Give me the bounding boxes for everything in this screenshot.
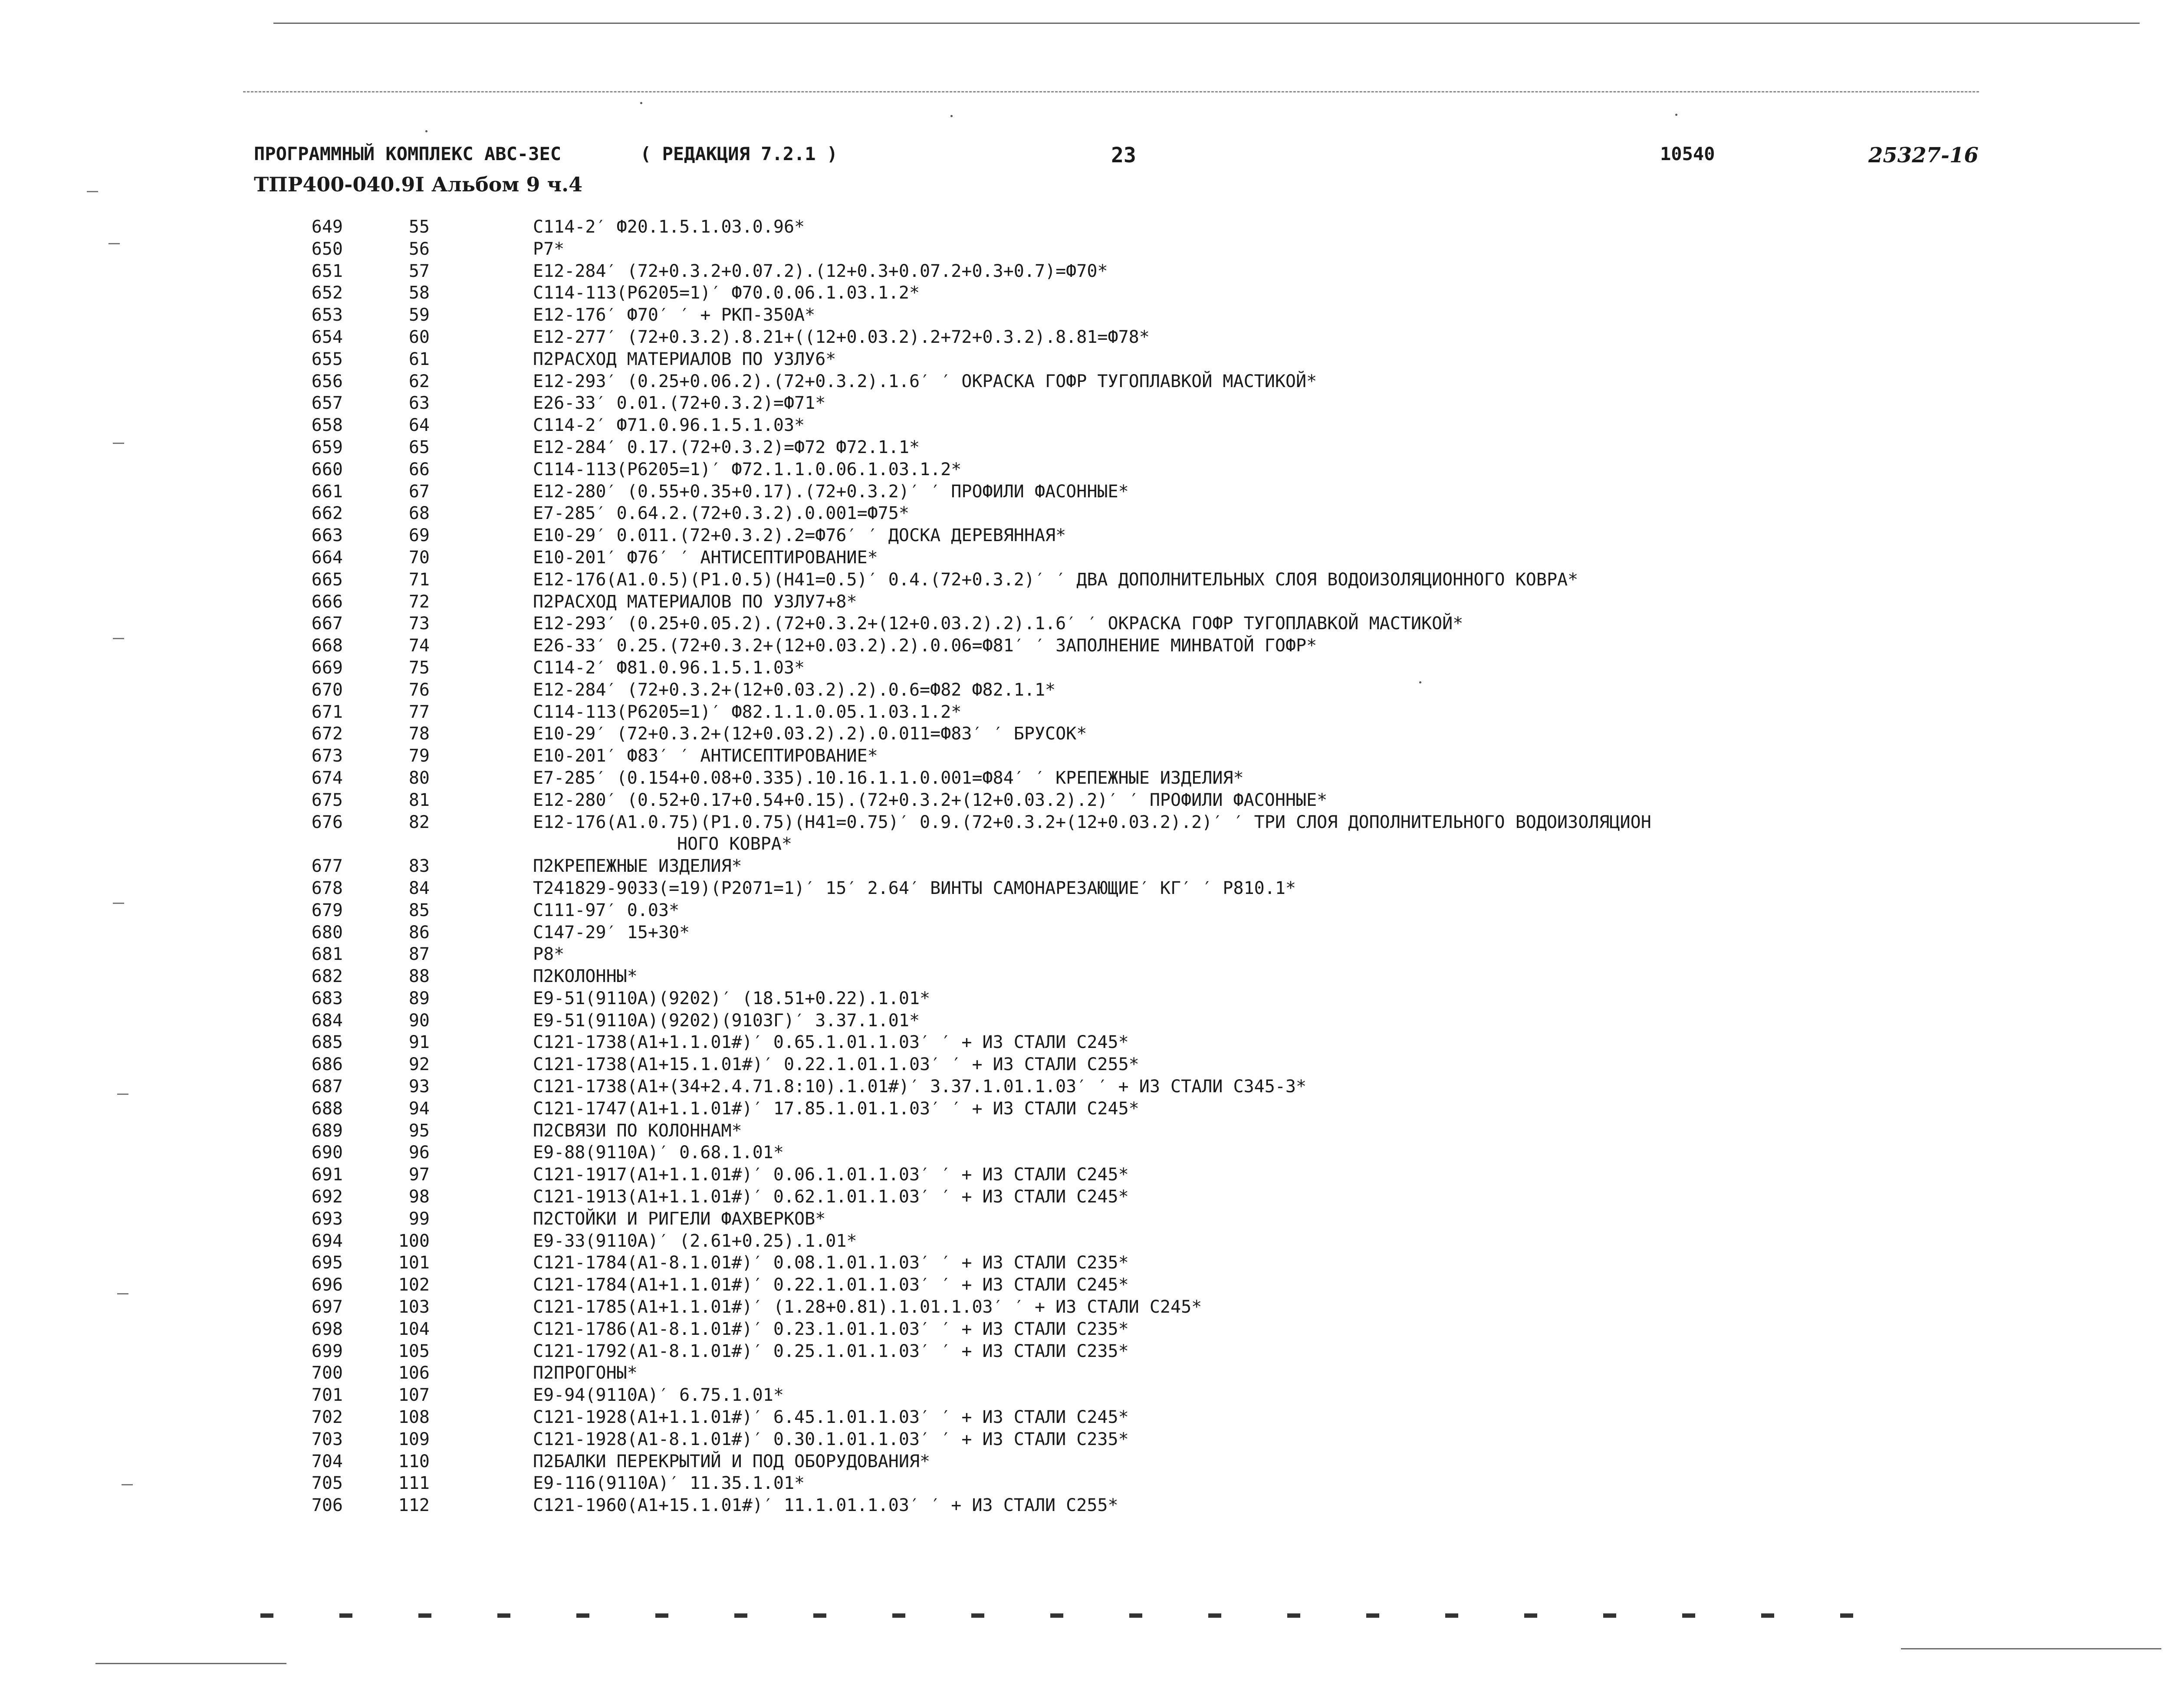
line-number: 660	[311, 459, 343, 480]
line-number: 676	[311, 812, 343, 832]
listing-row	[0, 1031, 2170, 1054]
sequence-number: 86	[408, 922, 430, 943]
command-text: С121-1747(А1+1.1.01#)′ 17.85.1.01.1.03′ ′ + ИЗ СТАЛИ С245*	[533, 1098, 1139, 1119]
command-text: П2СВЯЗИ ПО КОЛОННАМ*	[533, 1120, 742, 1141]
command-text: П2РАСХОД МАТЕРИАЛОВ ПО УЗЛУ7+8*	[533, 591, 857, 612]
command-text: Е10-201′ Ф76′ ′ АНТИСЕПТИРОВАНИЕ*	[533, 547, 878, 568]
listing-row	[0, 1010, 2170, 1032]
sequence-number: 69	[408, 526, 430, 546]
line-number: 692	[311, 1187, 343, 1207]
listing-row	[0, 1406, 2170, 1429]
line-number: 670	[311, 680, 343, 700]
line-number: 679	[311, 900, 343, 920]
line-number: 691	[311, 1165, 343, 1185]
listing-row	[0, 922, 2170, 944]
sequence-number: 91	[408, 1032, 430, 1053]
command-text: С121-1792(А1-8.1.01#)′ 0.25.1.01.1.03′ ′ + ИЗ СТАЛИ С235*	[533, 1341, 1129, 1361]
sequence-number: 101	[398, 1253, 430, 1273]
sequence-number: 100	[398, 1231, 430, 1251]
listing-row	[0, 811, 2170, 834]
line-number: 701	[311, 1385, 343, 1406]
command-text: П2СТОЙКИ И РИГЕЛИ ФАХВЕРКОВ*	[533, 1209, 826, 1229]
sequence-number: 90	[408, 1010, 430, 1031]
command-text: Е26-33′ 0.25.(72+0.3.2+(12+0.03.2).2).0.06=Ф81′ ′ ЗАПОЛНЕНИЕ МИНВАТОЙ ГОФР*	[533, 636, 1317, 656]
sequence-number: 65	[408, 437, 430, 457]
sequence-number: 73	[408, 614, 430, 634]
line-number: 661	[311, 481, 343, 502]
listing-row	[0, 1054, 2170, 1076]
listing-row	[0, 1252, 2170, 1274]
command-text: Т241829-9033(=19)(Р2071=1)′ 15′ 2.64′ ВИНТЫ САМОНАРЕЗАЮЩИЕ′ КГ′ ′ Р810.1*	[533, 878, 1296, 898]
line-number: 696	[311, 1275, 343, 1295]
sequence-number: 58	[408, 283, 430, 303]
listing-row	[0, 525, 2170, 547]
command-text: Е10-29′ 0.011.(72+0.3.2).2=Ф76′ ′ ДОСКА ДЕРЕВЯННАЯ*	[533, 526, 1066, 546]
document-code: 10540	[1660, 143, 1715, 164]
line-number: 651	[311, 261, 343, 281]
listing-row	[0, 1208, 2170, 1230]
listing-row	[0, 1451, 2170, 1473]
sequence-number: 92	[408, 1054, 430, 1075]
command-text: С121-1928(А1+1.1.01#)′ 6.45.1.01.1.03′ ′ + ИЗ СТАЛИ С245*	[533, 1407, 1129, 1428]
sequence-number: 75	[408, 657, 430, 678]
sequence-number: 76	[408, 680, 430, 700]
page-number: 23	[1111, 143, 1136, 168]
line-number: 703	[311, 1429, 343, 1449]
line-number: 665	[311, 569, 343, 590]
line-number: 666	[311, 591, 343, 612]
top-rule-upper	[273, 23, 2140, 24]
sequence-number: 68	[408, 503, 430, 524]
command-text: П2КРЕПЕЖНЫЕ ИЗДЕЛИЯ*	[533, 856, 742, 877]
line-number: 690	[311, 1143, 343, 1163]
command-text: П2ПРОГОНЫ*	[533, 1363, 638, 1383]
line-number: 674	[311, 768, 343, 788]
listing-row	[0, 260, 2170, 282]
line-number: 697	[311, 1297, 343, 1317]
sequence-number: 72	[408, 591, 430, 612]
command-text: С111-97′ 0.03*	[533, 900, 680, 920]
command-text: С114-113(Р6205=1)′ Ф82.1.1.0.05.1.03.1.2*	[533, 702, 962, 722]
line-number: 689	[311, 1120, 343, 1141]
sequence-number: 63	[408, 393, 430, 414]
command-text: Е12-277′ (72+0.3.2).8.21+((12+0.03.2).2+72+0.3.2).8.81=Ф78*	[533, 327, 1150, 347]
sequence-number: 85	[408, 900, 430, 920]
line-number: 653	[311, 305, 343, 325]
line-number: 681	[311, 944, 343, 965]
sequence-number: 110	[398, 1451, 430, 1472]
line-number: 673	[311, 746, 343, 766]
listing-row	[0, 1494, 2170, 1517]
listing-row	[0, 414, 2170, 437]
command-text: С121-1917(А1+1.1.01#)′ 0.06.1.01.1.03′ ′ + ИЗ СТАЛИ С245*	[533, 1165, 1129, 1185]
scan-speck	[1675, 114, 1677, 116]
scan-speck	[640, 102, 642, 104]
line-number: 664	[311, 547, 343, 568]
line-number: 704	[311, 1451, 343, 1472]
line-number: 658	[311, 415, 343, 436]
listing-row	[0, 437, 2170, 459]
listing-row	[0, 326, 2170, 348]
listing-row	[0, 613, 2170, 635]
command-text: Е12-284′ (72+0.3.2+0.07.2).(12+0.3+0.07.2+0.3+0.7)=Ф70*	[533, 261, 1108, 281]
command-text: Е12-293′ (0.25+0.05.2).(72+0.3.2+(12+0.03.2).2).1.6′ ′ ОКРАСКА ГОФР ТУГОПЛАВКОЙ МАСТИКОЙ*	[533, 614, 1463, 634]
line-number: 687	[311, 1077, 343, 1097]
command-text: С121-1784(А1+1.1.01#)′ 0.22.1.01.1.03′ ′ + ИЗ СТАЛИ С245*	[533, 1275, 1129, 1295]
document-number: 25327-16	[1868, 143, 1979, 168]
sequence-number: 83	[408, 856, 430, 877]
listing-row	[0, 1164, 2170, 1186]
command-text: Е12-284′ (72+0.3.2+(12+0.03.2).2).0.6=Ф82 Ф82.1.1*	[533, 680, 1056, 700]
listing-row	[0, 459, 2170, 481]
sequence-number: 64	[408, 415, 430, 436]
command-text: С114-2′ Ф71.0.96.1.5.1.03*	[533, 415, 805, 436]
line-number: 706	[311, 1495, 343, 1516]
line-number: 663	[311, 526, 343, 546]
line-number: 667	[311, 614, 343, 634]
sequence-number: 60	[408, 327, 430, 347]
line-number: 659	[311, 437, 343, 457]
sequence-number: 111	[398, 1473, 430, 1494]
command-text: П2РАСХОД МАТЕРИАЛОВ ПО УЗЛУ6*	[533, 349, 836, 369]
sequence-number: 94	[408, 1098, 430, 1119]
listing-row	[0, 547, 2170, 569]
line-number: 693	[311, 1209, 343, 1229]
command-text: Е12-176(А1.0.75)(Р1.0.75)(Н41=0.75)′ 0.9.(72+0.3.2+(12+0.03.2).2)′ ′ ТРИ СЛОЯ ДОПОЛНИТЕЛЬНОГО ВОДОИЗОЛЯЦИОН	[533, 812, 1651, 832]
command-text: Е7-285′ (0.154+0.08+0.335).10.16.1.1.0.001=Ф84′ ′ КРЕПЕЖНЫЕ ИЗДЕЛИЯ*	[533, 768, 1244, 788]
listing-row	[0, 1429, 2170, 1451]
sequence-number: 102	[398, 1275, 430, 1295]
sequence-number: 88	[408, 966, 430, 987]
line-number: 675	[311, 790, 343, 810]
sequence-number: 99	[408, 1209, 430, 1229]
listing-row	[0, 1340, 2170, 1363]
command-text: С121-1786(А1-8.1.01#)′ 0.23.1.01.1.03′ ′ + ИЗ СТАЛИ С235*	[533, 1319, 1129, 1339]
listing-row	[0, 569, 2170, 591]
command-text: Е7-285′ 0.64.2.(72+0.3.2).0.001=Ф75*	[533, 503, 909, 524]
listing-row	[0, 966, 2170, 988]
line-number: 685	[311, 1032, 343, 1053]
listing-row	[0, 1296, 2170, 1318]
command-text: С121-1738(А1+15.1.01#)′ 0.22.1.01.1.03′ ′ + ИЗ СТАЛИ С255*	[533, 1054, 1139, 1075]
sequence-number: 105	[398, 1341, 430, 1361]
command-text: П2КОЛОННЫ*	[533, 966, 638, 987]
sequence-number: 71	[408, 569, 430, 590]
command-text: Е9-94(9110А)′ 6.75.1.01*	[533, 1385, 784, 1406]
line-number: 678	[311, 878, 343, 898]
listing-row-continuation	[0, 833, 2170, 855]
listing-row	[0, 1076, 2170, 1098]
line-number: 657	[311, 393, 343, 414]
sequence-number: 66	[408, 459, 430, 480]
margin-tick	[122, 1484, 133, 1485]
line-number: 650	[311, 239, 343, 259]
listing-row	[0, 392, 2170, 414]
line-number: 702	[311, 1407, 343, 1428]
listing-row	[0, 635, 2170, 657]
command-text: С121-1738(А1+1.1.01#)′ 0.65.1.01.1.03′ ′ + ИЗ СТАЛИ С245*	[533, 1032, 1129, 1053]
edition-label: ( РЕДАКЦИЯ 7.2.1 )	[640, 143, 838, 164]
sequence-number: 89	[408, 988, 430, 1008]
listing-row	[0, 1472, 2170, 1494]
command-text: Е26-33′ 0.01.(72+0.3.2)=Ф71*	[533, 393, 826, 414]
listing-row	[0, 1274, 2170, 1296]
line-number: 649	[311, 217, 343, 237]
scan-speck	[950, 115, 953, 117]
line-number: 669	[311, 657, 343, 678]
sequence-number: 87	[408, 944, 430, 965]
line-number: 654	[311, 327, 343, 347]
command-text: Е10-29′ (72+0.3.2+(12+0.03.2).2).0.011=Ф83′ ′ БРУСОК*	[533, 724, 1087, 744]
listing-row	[0, 723, 2170, 745]
listing-row	[0, 701, 2170, 723]
command-text: Е12-176′ Ф70′ ′ + РКП-350А*	[533, 305, 815, 325]
line-number: 682	[311, 966, 343, 987]
command-text: Е9-88(9110А)′ 0.68.1.01*	[533, 1143, 784, 1163]
listing-row	[0, 348, 2170, 371]
sequence-number: 96	[408, 1143, 430, 1163]
command-text: Е9-116(9110А)′ 11.35.1.01*	[533, 1473, 805, 1494]
sequence-number: 62	[408, 371, 430, 391]
margin-tick	[87, 191, 98, 192]
sequence-number: 84	[408, 878, 430, 898]
line-number: 656	[311, 371, 343, 391]
sequence-number: 107	[398, 1385, 430, 1406]
album-label: ТПР400-040.9I Альбом 9 ч.4	[254, 173, 583, 196]
sequence-number: 61	[408, 349, 430, 369]
line-number: 668	[311, 636, 343, 656]
sequence-number: 93	[408, 1077, 430, 1097]
command-text: Е12-293′ (0.25+0.06.2).(72+0.3.2).1.6′ ′ ОКРАСКА ГОФР ТУГОПЛАВКОЙ МАСТИКОЙ*	[533, 371, 1317, 391]
margin-tick	[117, 1293, 128, 1294]
line-number: 694	[311, 1231, 343, 1251]
sequence-number: 55	[408, 217, 430, 237]
line-number: 652	[311, 283, 343, 303]
command-text: Е9-51(9110А)(9202)(9103Г)′ 3.37.1.01*	[533, 1010, 920, 1031]
command-text: С114-2′ Ф20.1.5.1.03.0.96*	[533, 217, 805, 237]
margin-tick	[113, 638, 124, 639]
command-text: Е12-280′ (0.55+0.35+0.17).(72+0.3.2)′ ′ ПРОФИЛИ ФАСОННЫЕ*	[533, 481, 1129, 502]
line-number: 671	[311, 702, 343, 722]
command-text: Е12-176(А1.0.5)(Р1.0.5)(Н41=0.5)′ 0.4.(72+0.3.2)′ ′ ДВА ДОПОЛНИТЕЛЬНЫХ СЛОЯ ВОДОИЗОЛЯЦИОННОГО КОВРА*	[533, 569, 1578, 590]
listing-row	[0, 657, 2170, 679]
command-text: П2БАЛКИ ПЕРЕКРЫТИЙ И ПОД ОБОРУДОВАНИЯ*	[533, 1451, 930, 1472]
listing-row	[0, 1120, 2170, 1142]
sequence-number: 81	[408, 790, 430, 810]
sequence-number: 97	[408, 1165, 430, 1185]
listing-row	[0, 1384, 2170, 1406]
command-text: Е10-201′ Ф83′ ′ АНТИСЕПТИРОВАНИЕ*	[533, 746, 878, 766]
command-text: Р7*	[533, 239, 565, 259]
listing-row	[0, 591, 2170, 613]
listing-row	[0, 238, 2170, 260]
line-number: 699	[311, 1341, 343, 1361]
line-number: 705	[311, 1473, 343, 1494]
line-number: 695	[311, 1253, 343, 1273]
listing-row	[0, 371, 2170, 393]
line-number: 688	[311, 1098, 343, 1119]
sequence-number: 98	[408, 1187, 430, 1207]
listing-row	[0, 789, 2170, 811]
sequence-number: 109	[398, 1429, 430, 1449]
listing-row	[0, 503, 2170, 525]
command-text: Р8*	[533, 944, 565, 965]
command-text: С121-1913(А1+1.1.01#)′ 0.62.1.01.1.03′ ′ + ИЗ СТАЛИ С245*	[533, 1187, 1129, 1207]
listing-row	[0, 988, 2170, 1010]
bottom-dash-line	[260, 1613, 1910, 1618]
command-text: Е9-51(9110А)(9202)′ (18.51+0.22).1.01*	[533, 988, 930, 1008]
listing-row	[0, 877, 2170, 900]
line-number: 698	[311, 1319, 343, 1339]
listing-row	[0, 1142, 2170, 1164]
sequence-number: 78	[408, 724, 430, 744]
listing-rows	[0, 216, 2170, 1517]
listing-row	[0, 900, 2170, 922]
line-number: 662	[311, 503, 343, 524]
listing-row	[0, 767, 2170, 789]
command-text: С121-1960(А1+15.1.01#)′ 11.1.01.1.03′ ′ + ИЗ СТАЛИ С255*	[533, 1495, 1118, 1516]
command-text: С114-113(Р6205=1)′ Ф72.1.1.0.06.1.03.1.2*	[533, 459, 962, 480]
sequence-number: 106	[398, 1363, 430, 1383]
listing-row	[0, 943, 2170, 966]
listing-row	[0, 1318, 2170, 1340]
command-text: С121-1785(А1+1.1.01#)′ (1.28+0.81).1.01.1.03′ ′ + ИЗ СТАЛИ С245*	[533, 1297, 1202, 1317]
command-text: С147-29′ 15+30*	[533, 922, 690, 943]
sequence-number: 67	[408, 481, 430, 502]
bottom-rule-right	[1901, 1648, 2161, 1649]
sequence-number: 74	[408, 636, 430, 656]
margin-tick	[113, 443, 124, 444]
listing-row	[0, 1186, 2170, 1208]
sequence-number: 112	[398, 1495, 430, 1516]
listing-row	[0, 745, 2170, 767]
sequence-number: 108	[398, 1407, 430, 1428]
sequence-number: 95	[408, 1120, 430, 1141]
command-text: С114-113(Р6205=1)′ Ф70.0.06.1.03.1.2*	[533, 283, 920, 303]
line-number: 684	[311, 1010, 343, 1031]
command-text: Е12-284′ 0.17.(72+0.3.2)=Ф72 Ф72.1.1*	[533, 437, 920, 457]
command-text: Е9-33(9110А)′ (2.61+0.25).1.01*	[533, 1231, 857, 1251]
command-text: Е12-280′ (0.52+0.17+0.54+0.15).(72+0.3.2+(12+0.03.2).2)′ ′ ПРОФИЛИ ФАСОННЫЕ*	[533, 790, 1328, 810]
bottom-rule-left	[95, 1663, 286, 1664]
listing-row	[0, 304, 2170, 326]
sequence-number: 57	[408, 261, 430, 281]
line-number: 672	[311, 724, 343, 744]
listing-row	[0, 1362, 2170, 1384]
margin-tick	[117, 1094, 128, 1095]
command-text: С121-1738(А1+(34+2.4.71.8:10).1.01#)′ 3.37.1.01.1.03′ ′ + ИЗ СТАЛИ С345-3*	[533, 1077, 1307, 1097]
listing-row	[0, 481, 2170, 503]
sequence-number: 77	[408, 702, 430, 722]
scan-speck	[1419, 681, 1421, 683]
line-number: 686	[311, 1054, 343, 1075]
listing-row	[0, 855, 2170, 877]
line-number: 700	[311, 1363, 343, 1383]
command-text: С121-1928(А1-8.1.01#)′ 0.30.1.01.1.03′ ′ + ИЗ СТАЛИ С235*	[533, 1429, 1129, 1449]
margin-tick	[113, 903, 124, 904]
command-text: НОГО КОВРА*	[677, 834, 792, 854]
sequence-number: 59	[408, 305, 430, 325]
sequence-number: 104	[398, 1319, 430, 1339]
listing-row	[0, 1230, 2170, 1252]
command-text: С114-2′ Ф81.0.96.1.5.1.03*	[533, 657, 805, 678]
sequence-number: 80	[408, 768, 430, 788]
sequence-number: 79	[408, 746, 430, 766]
program-name: ПРОГРАММНЫЙ КОМПЛЕКС АВС-3ЕС	[254, 143, 562, 164]
sequence-number: 103	[398, 1297, 430, 1317]
command-text: С121-1784(А1-8.1.01#)′ 0.08.1.01.1.03′ ′ + ИЗ СТАЛИ С235*	[533, 1253, 1129, 1273]
listing-row	[0, 216, 2170, 238]
line-number: 683	[311, 988, 343, 1008]
line-number: 655	[311, 349, 343, 369]
sequence-number: 70	[408, 547, 430, 568]
sequence-number: 56	[408, 239, 430, 259]
top-rule-lower	[243, 91, 1979, 92]
listing-row	[0, 282, 2170, 304]
scan-speck	[425, 130, 427, 132]
sequence-number: 82	[408, 812, 430, 832]
line-number: 677	[311, 856, 343, 877]
margin-tick	[108, 243, 120, 244]
line-number: 680	[311, 922, 343, 943]
listing-row	[0, 679, 2170, 701]
listing-row	[0, 1098, 2170, 1120]
